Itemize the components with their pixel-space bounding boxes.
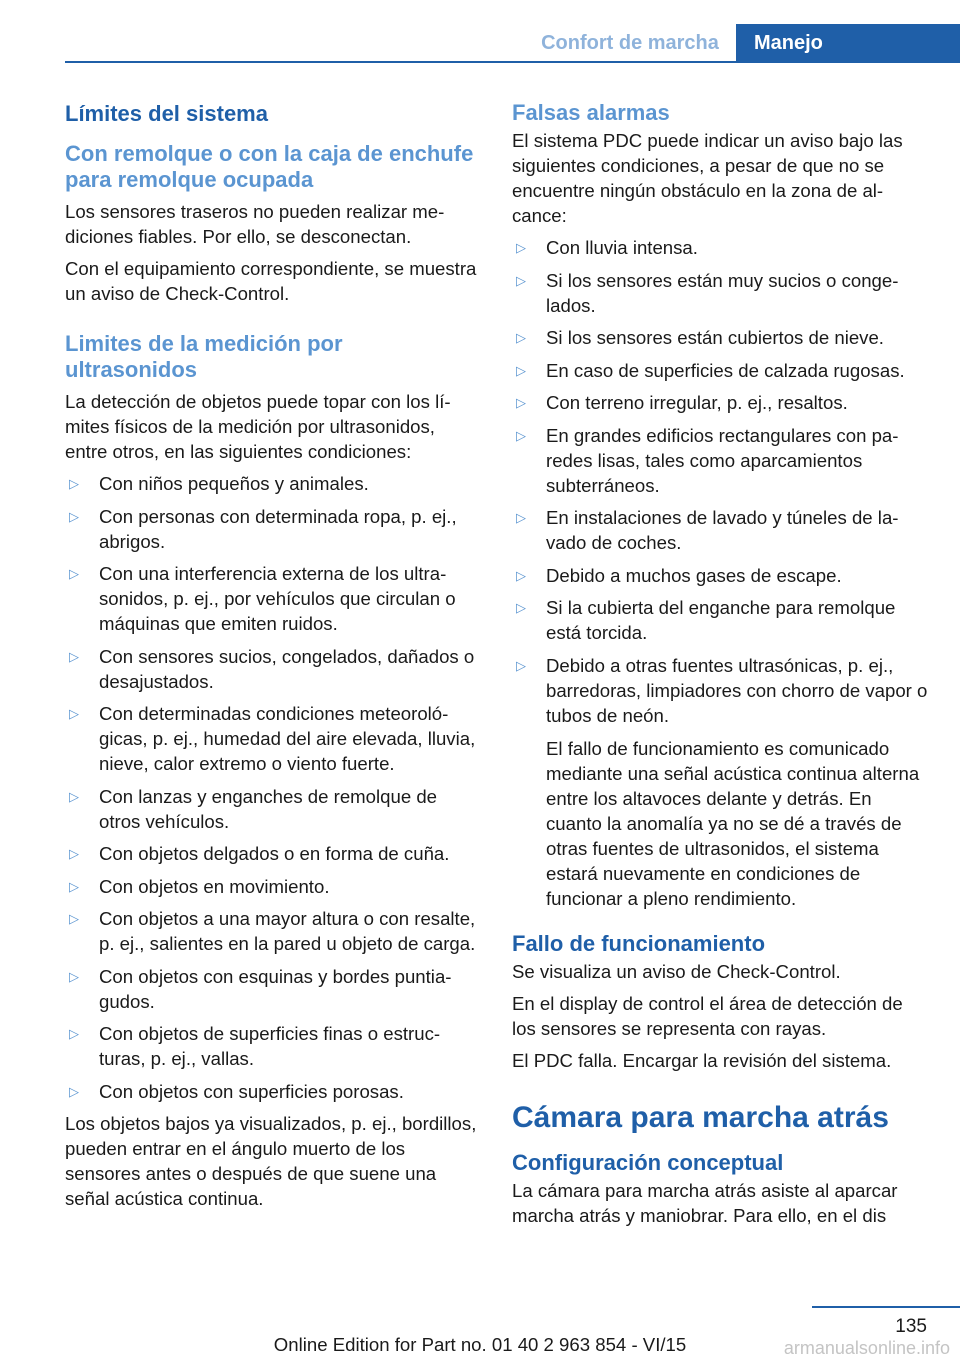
triangle-bullet-icon: ▷ (69, 566, 79, 581)
triangle-bullet-icon: ▷ (69, 508, 79, 524)
triangle-bullet-icon: ▷ (69, 1026, 79, 1041)
list-item: ▷ Si los sensores están cubiertos de nieve. (516, 327, 884, 348)
list-item-note: El fallo de funcionamiento es comunicado mediante una señal acústica continua alterna entre los altavoces delante y detrás. En cuanto la anomalía ya no se dé a través de otras fuentes de ultrasonidos, el sistema estará nuevamente en condiciones de funcionar a pleno rendimiento. (546, 737, 920, 909)
list-item: ▷ Con una interferencia externa de los ultrasonidos, p. ej., por vehículos que circulan o máquinas que emiten ruidos. (69, 563, 456, 634)
triangle-bullet-icon: ▷ (69, 648, 79, 664)
list-item: ▷ Con sensores sucios, congelados, dañados o desajustados. (69, 645, 475, 692)
heading-concept: Configuración conceptual (512, 1150, 784, 1175)
triangle-bullet-icon: ▷ (516, 600, 526, 615)
paragraph-malfunction-3: El PDC falla. Encargar la revisión del sistema. (512, 1050, 892, 1071)
list-item: ▷ Con objetos en movimiento. (69, 875, 330, 897)
list-item: ▷ Si los sensores están muy sucios o congelados. (516, 269, 899, 316)
list-item: ▷ Debido a otras fuentes ultrasónicas, p. ej., barredoras, limpiadores con chorro de vapor o tubos de neón. El fallo de funcionamiento es comunicado mediante una señal acústica continua alterna entre los altavoces delante y detrás. En cuanto la anomalía ya no se dé a través de otras fuentes de ultrasonidos, el sistema estará nuevamente en condiciones de funcionar a pleno rendimiento. (512, 653, 930, 911)
page-number: 135 (895, 1316, 927, 1337)
triangle-bullet-icon: ▷ (69, 878, 79, 894)
list-item: ▷ Si la cubierta del enganche para remolque está torcida. (516, 597, 896, 643)
triangle-bullet-icon: ▷ (516, 362, 526, 378)
triangle-bullet-icon: ▷ (69, 788, 79, 804)
heading-rear-camera: Cámara para marcha atrás (512, 1101, 889, 1134)
heading-trailer: Con remolque o con la caja de enchufe para remolque ocupada (65, 141, 474, 192)
list-item: ▷ Con objetos a una mayor altura o con resalte, p. ej., salientes en la pared u objeto de carga. (69, 908, 476, 954)
list-item: ▷ En instalaciones de lavado y túneles de lavado de coches. (516, 507, 899, 553)
list-ultrasound-conditions (65, 471, 480, 1104)
list-item: ▷ Debido a muchos gases de escape. (516, 564, 842, 586)
paragraph-false-alarms: El sistema PDC puede indicar un aviso bajo las siguientes condiciones, a pesar de que no se encuentre ningún obstáculo en la zona de alcance: (512, 130, 903, 226)
footer-edition: Online Edition for Part no. 01 40 2 963 854 - VI/15 (273, 1334, 687, 1355)
paragraph-malfunction-1: Se visualiza un aviso de Check-Control. (512, 961, 841, 982)
list-item: ▷ En caso de superficies de calzada rugosas. (516, 359, 905, 381)
paragraph-concept: La cámara para marcha atrás asiste al aparcar marcha atrás y maniobrar. Para ello, en el dis (512, 1180, 898, 1226)
triangle-bullet-icon: ▷ (516, 567, 526, 583)
list-item: ▷ Con objetos con superficies porosas. (69, 1080, 404, 1102)
triangle-bullet-icon: ▷ (69, 911, 79, 926)
triangle-bullet-icon: ▷ (516, 272, 526, 288)
heading-malfunction: Fallo de funcionamiento (512, 931, 766, 956)
list-false-alarm-conditions (512, 235, 930, 911)
watermark: armanualsonline.info (783, 1338, 950, 1358)
paragraph-malfunction-2: En el display de control el área de detección de los sensores se representa con rayas. (512, 993, 903, 1039)
right-column (512, 100, 930, 1235)
triangle-bullet-icon: ▷ (516, 330, 526, 345)
paragraph-ultrasound: La detección de objetos puede topar con los límites físicos de la medición por ultrasonidos, entre otros, en las siguientes condiciones: (65, 391, 451, 462)
heading-false-alarms: Falsas alarmas (512, 100, 670, 125)
list-item: ▷ Con objetos con esquinas y bordes puntiagudos. (69, 965, 452, 1012)
list-item: ▷ Con niños pequeños y animales. (69, 473, 369, 494)
list-item: ▷ Con determinadas condiciones meteorológicas, p. ej., humedad del aire elevada, lluvia, nieve, calor extremo o viento fuerte. (69, 703, 476, 774)
triangle-bullet-icon: ▷ (516, 510, 526, 525)
triangle-bullet-icon: ▷ (69, 846, 79, 861)
left-column (65, 100, 480, 1218)
heading-system-limits: Límites del sistema (65, 101, 268, 126)
triangle-bullet-icon: ▷ (69, 1083, 79, 1099)
list-item: ▷ Con lluvia intensa. (516, 237, 698, 258)
header-rule (65, 61, 960, 63)
list-item: ▷ Con objetos de superficies finas o estructuras, p. ej., vallas. (69, 1023, 441, 1069)
list-item: ▷ Con objetos delgados o en forma de cuña. (69, 843, 450, 864)
list-item: ▷ Con terreno irregular, p. ej., resaltos. (516, 392, 848, 413)
triangle-bullet-icon: ▷ (516, 427, 526, 443)
paragraph-trailer-2: Con el equipamiento correspondiente, se muestra un aviso de Check-Control. (65, 258, 477, 304)
paragraph-trailer-1: Los sensores traseros no pueden realizar mediciones fiables. Por ello, se desconectan. (65, 201, 445, 247)
triangle-bullet-icon: ▷ (516, 395, 526, 410)
list-item: ▷ En grandes edificios rectangulares con paredes lisas, tales como aparcamientos subterráneos. (516, 424, 899, 496)
triangle-bullet-icon: ▷ (516, 240, 526, 255)
header-chapter-tab: Manejo (736, 24, 960, 62)
triangle-bullet-icon: ▷ (69, 476, 79, 491)
triangle-bullet-icon: ▷ (69, 706, 79, 721)
list-item: ▷ Con lanzas y enganches de remolque de otros vehículos. (69, 785, 438, 832)
footer-rule (812, 1306, 960, 1308)
triangle-bullet-icon: ▷ (69, 968, 79, 984)
header-section-tab: Confort de marcha (541, 32, 719, 54)
triangle-bullet-icon: ▷ (516, 657, 526, 673)
list-item: ▷ Con personas con determinada ropa, p. ej., abrigos. (69, 505, 457, 552)
heading-ultrasound-limits: Limites de la medición por ultrasonidos (65, 331, 343, 382)
paragraph-low-objects: Los objetos bajos ya visualizados, p. ej., bordillos, pueden entrar en el ángulo muerto de los sensores antes o después de que suene una señal acústica continua. (65, 1113, 477, 1209)
